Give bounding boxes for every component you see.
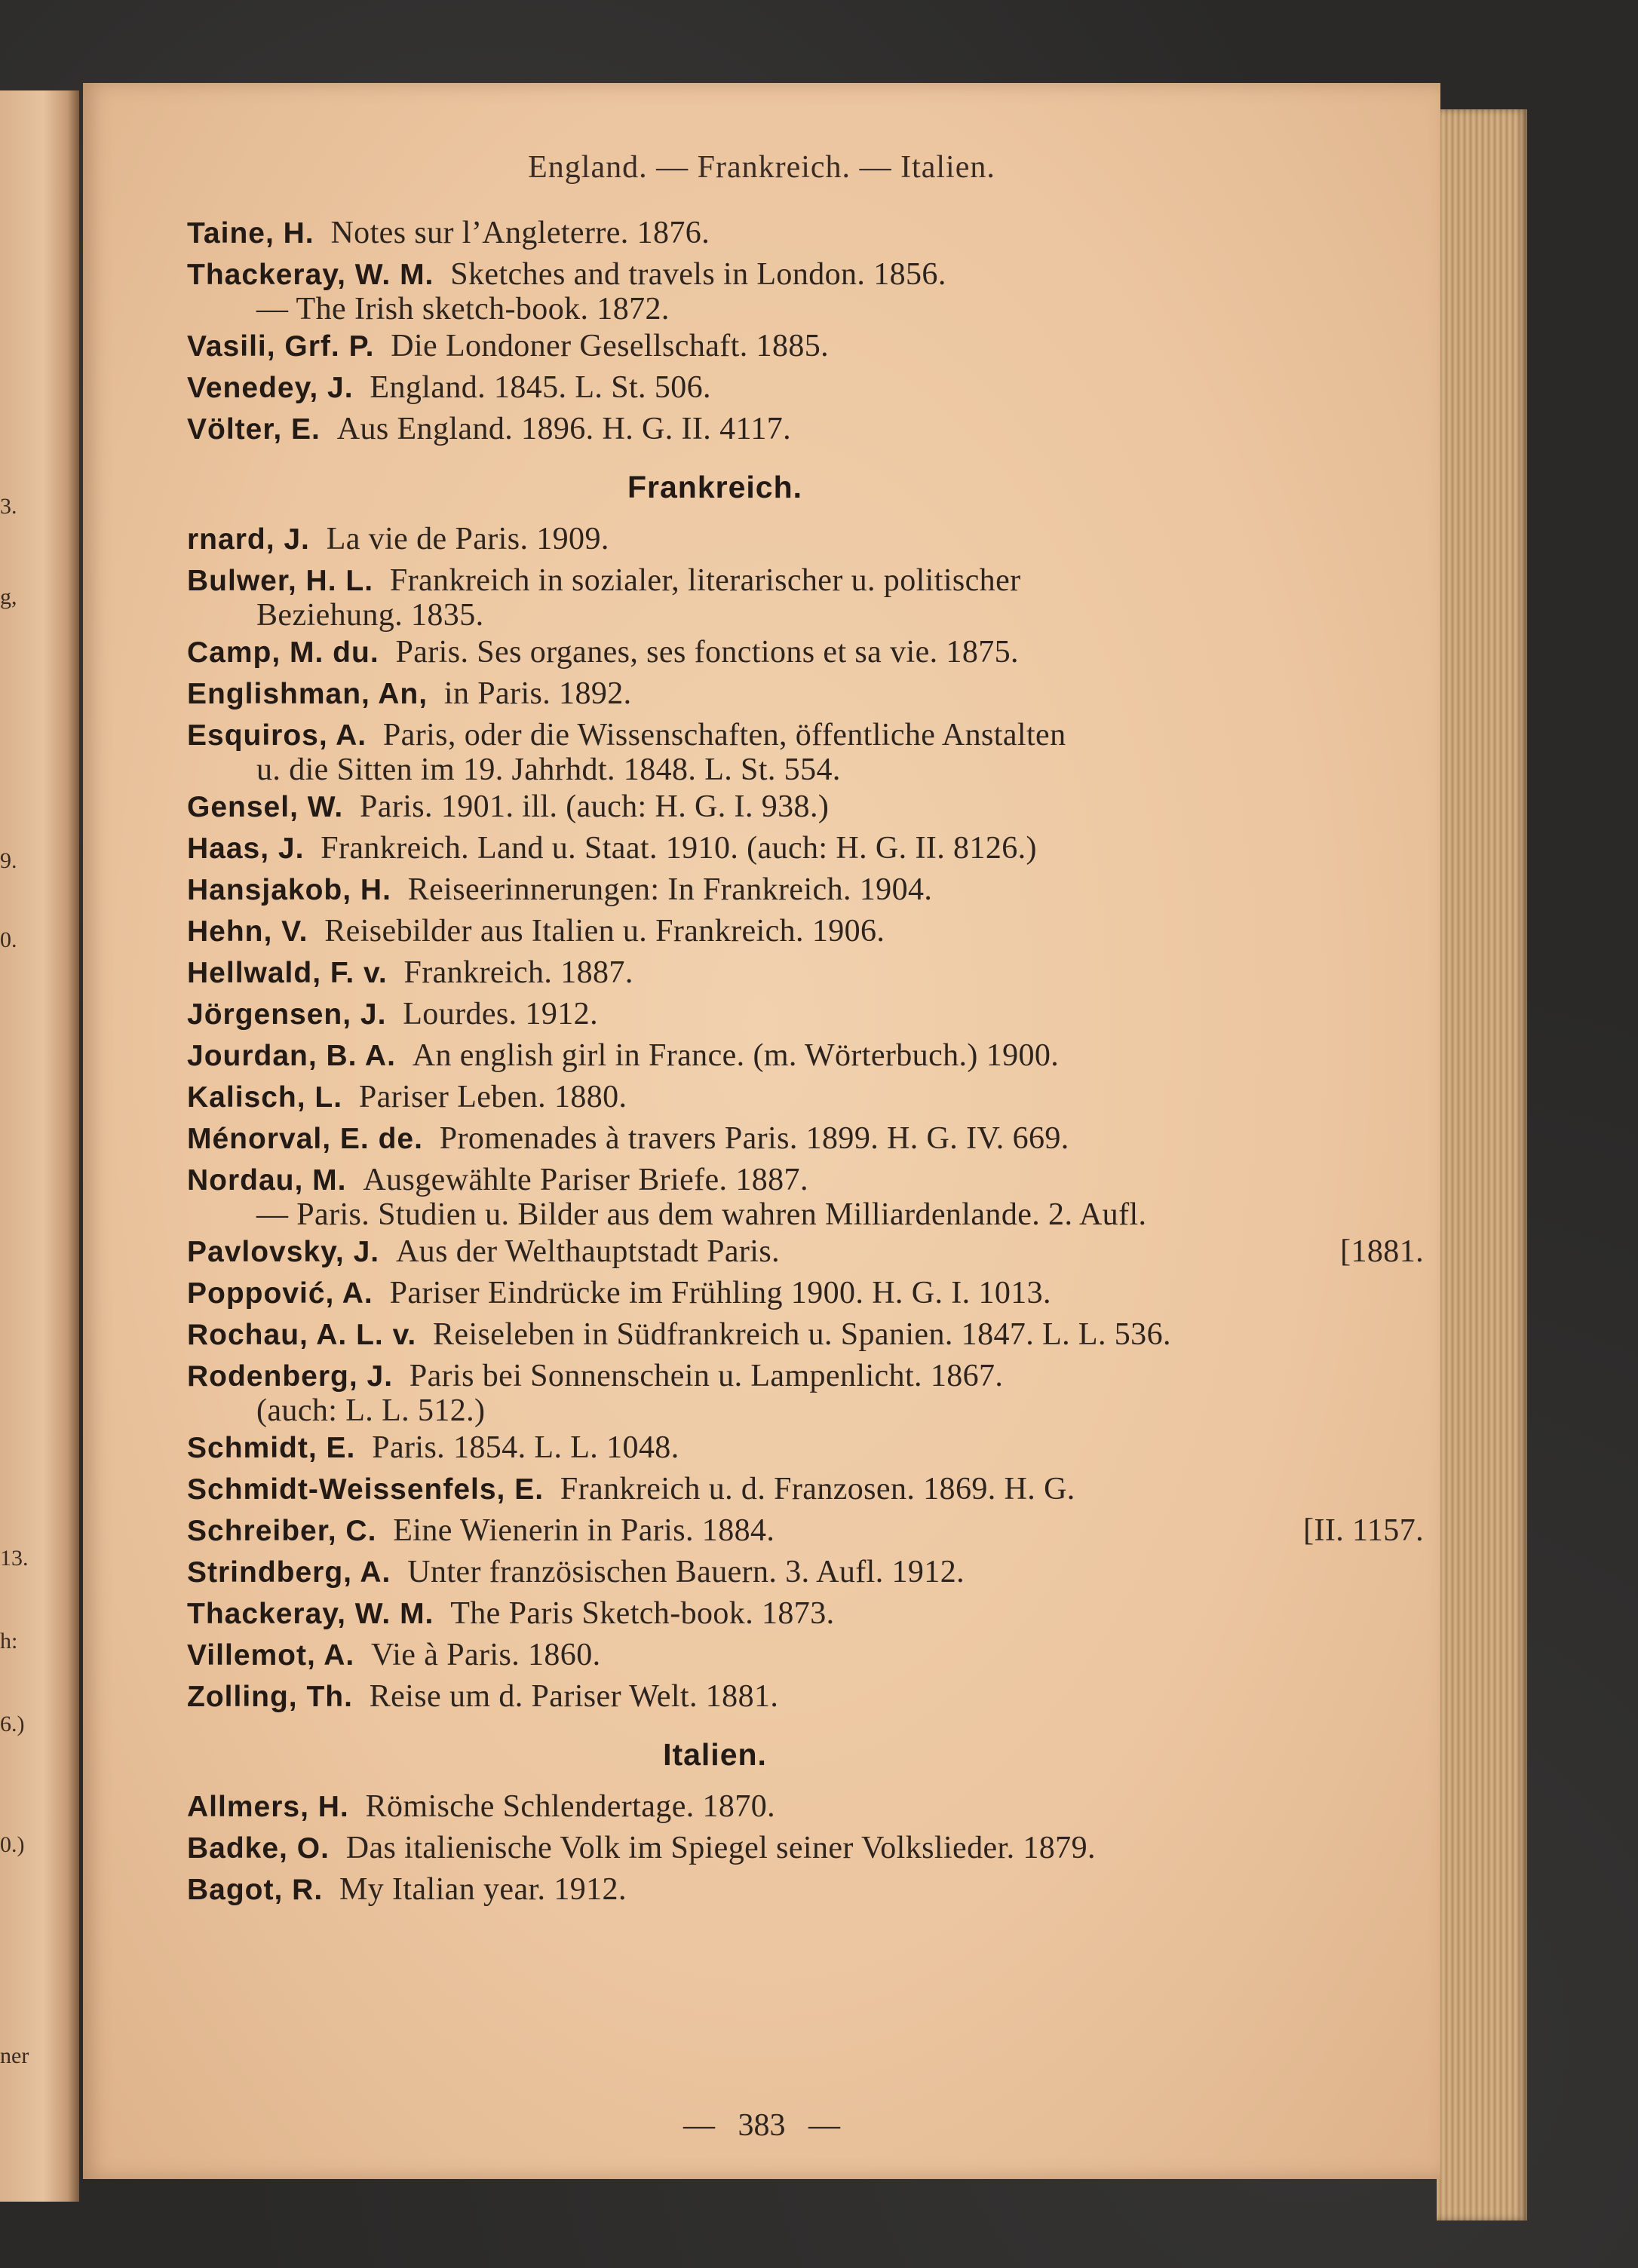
entry-title: La vie de Paris. 1909. <box>326 522 609 556</box>
bibliography-entry <box>187 1828 1424 1869</box>
bibliography-entry <box>187 213 1424 254</box>
left-page-edge <box>0 90 79 2202</box>
bibliography-entry <box>187 1035 1424 1077</box>
header-separator: — <box>656 150 689 185</box>
bibliography-entry <box>187 1510 1424 1552</box>
entry-title: An english girl in France. (m. Wörterbuch.) 1900. <box>412 1038 1060 1073</box>
left-page-fragment: h: <box>0 1629 18 1653</box>
bibliography-entry <box>187 786 1424 828</box>
bibliography-entry <box>187 994 1424 1035</box>
entry-overflow: [II. 1157. <box>1303 1513 1424 1548</box>
entry-title: Frankreich u. d. Franzosen. 1869. H. G. <box>560 1472 1075 1506</box>
left-page-fragment: 6.) <box>0 1712 25 1736</box>
author-name: Ménorval, E. de. <box>187 1123 423 1155</box>
author-name: Nordau, M. <box>187 1164 347 1197</box>
author-name: Schmidt, E. <box>187 1432 356 1464</box>
entry-title: Aus England. 1896. H. G. II. 4117. <box>336 412 792 446</box>
bibliography-entry <box>187 326 1424 367</box>
author-name: Hehn, V. <box>187 915 308 948</box>
bibliography-entry <box>187 911 1424 952</box>
author-name: Hellwald, F. v. <box>187 957 388 989</box>
author-name: Rodenberg, J. <box>187 1360 394 1393</box>
page-footer <box>83 2107 1440 2144</box>
running-header <box>83 149 1440 185</box>
author-name: Thackeray, W. M. <box>187 1598 434 1630</box>
entry-title: Vie à Paris. 1860. <box>371 1638 601 1672</box>
entry-title: Reiseerinnerungen: In Frankreich. 1904. <box>407 872 933 907</box>
author-name: Kalisch, L. <box>187 1081 343 1114</box>
entry-title: Reise um d. Pariser Welt. 1881. <box>369 1679 779 1714</box>
frankreich-section <box>187 519 1424 1718</box>
author-name: Zolling, Th. <box>187 1681 353 1713</box>
left-page-fragment: 0.) <box>0 1832 25 1857</box>
header-italien: Italien. <box>900 150 995 185</box>
bibliography-entry <box>187 1077 1424 1118</box>
bibliography-entry <box>187 869 1424 911</box>
book-page <box>83 83 1440 2179</box>
england-section <box>187 213 1424 450</box>
bibliography-entry <box>187 1635 1424 1676</box>
bibliography-entry <box>187 560 1424 602</box>
bibliography-entry <box>187 1314 1424 1356</box>
italien-section <box>187 1786 1424 1911</box>
author-name: Jourdan, B. A. <box>187 1040 396 1072</box>
left-page-fragment: g, <box>0 584 17 609</box>
author-name: Haas, J. <box>187 832 305 865</box>
bibliography-entry <box>187 1593 1424 1635</box>
bibliography-list <box>187 213 1424 1911</box>
bibliography-entry <box>187 715 1424 756</box>
entry-continuation: — The Irish sketch-book. 1872. <box>256 292 670 326</box>
entry-title: Ausgewählte Pariser Briefe. 1887. <box>363 1163 808 1197</box>
entry-title: Frankreich. 1887. <box>403 955 633 990</box>
bibliography-entry <box>187 409 1424 450</box>
bibliography-entry <box>187 1552 1424 1593</box>
section-title-italien: Italien. <box>663 1737 767 1772</box>
entry-title: Paris. 1854. L. L. 1048. <box>372 1430 679 1465</box>
bibliography-entry <box>187 828 1424 869</box>
entry-title: Paris. Ses organes, ses fonctions et sa vie. 1875. <box>395 635 1019 670</box>
author-name: Taine, H. <box>187 217 314 250</box>
entry-title: My Italian year. 1912. <box>339 1872 627 1907</box>
entry-title: Pariser Leben. 1880. <box>358 1080 627 1114</box>
author-name: Völter, E. <box>187 413 321 446</box>
entry-title: Lourdes. 1912. <box>403 997 598 1031</box>
author-name: Thackeray, W. M. <box>187 259 434 291</box>
bibliography-entry <box>187 1273 1424 1314</box>
entry-title: Die Londoner Gesellschaft. 1885. <box>391 329 830 363</box>
entry-overflow: [1881. <box>1340 1234 1424 1269</box>
author-name: Camp, M. du. <box>187 636 379 669</box>
entry-title: England. 1845. L. St. 506. <box>370 370 711 405</box>
footer-dash: — <box>808 2108 840 2143</box>
entry-title: Reiseleben in Südfrankreich u. Spanien. 1847. L. L. 536. <box>433 1317 1171 1352</box>
bibliography-entry <box>187 1160 1424 1201</box>
author-name: Villemot, A. <box>187 1639 355 1672</box>
entry-title: in Paris. 1892. <box>443 676 632 711</box>
author-name: Hansjakob, H. <box>187 874 391 906</box>
author-name: Pavlovsky, J. <box>187 1236 380 1268</box>
left-page-fragment: ner <box>0 2043 29 2068</box>
page-stack-edges <box>1437 109 1527 2220</box>
bibliography-entry <box>187 1427 1424 1469</box>
entry-title: Pariser Eindrücke im Frühling 1900. H. G. I. 1013. <box>389 1276 1051 1310</box>
author-name: Allmers, H. <box>187 1791 349 1823</box>
author-name: Bulwer, H. L. <box>187 565 374 597</box>
author-name: Rochau, A. L. v. <box>187 1319 417 1351</box>
author-name: Gensel, W. <box>187 791 344 823</box>
entry-title: Römische Schlendertage. 1870. <box>365 1789 776 1824</box>
entry-continuation: u. die Sitten im 19. Jahrhdt. 1848. L. St. 554. <box>256 752 841 787</box>
bibliography-entry <box>187 632 1424 673</box>
entry-continuation: (auch: L. L. 512.) <box>256 1393 486 1428</box>
bibliography-entry <box>187 952 1424 994</box>
entry-title: Unter französischen Bauern. 3. Aufl. 1912. <box>407 1555 965 1589</box>
left-page-fragment: 13. <box>0 1546 29 1571</box>
bibliography-entry <box>187 1869 1424 1911</box>
footer-dash: — <box>683 2108 715 2143</box>
entry-title: Promenades à travers Paris. 1899. H. G. IV. 669. <box>439 1121 1069 1156</box>
entry-title: The Paris Sketch-book. 1873. <box>450 1596 835 1631</box>
section-title-frankreich: Frankreich. <box>627 470 803 504</box>
author-name: Esquiros, A. <box>187 719 367 752</box>
bibliography-entry <box>187 519 1424 560</box>
entry-title: Das italienische Volk im Spiegel seiner Volkslieder. 1879. <box>345 1831 1096 1865</box>
author-name: Vasili, Grf. P. <box>187 330 375 363</box>
entry-title: Paris. 1901. ill. (auch: H. G. I. 938.) <box>360 789 830 824</box>
left-page-fragment: 9. <box>0 848 17 873</box>
author-name: Bagot, R. <box>187 1874 324 1906</box>
page-number: 383 <box>738 2108 786 2143</box>
header-england: England. <box>528 150 648 185</box>
header-frankreich: Frankreich. <box>697 150 851 185</box>
bibliography-entry <box>187 254 1424 296</box>
author-name: rnard, J. <box>187 523 310 556</box>
author-name: Venedey, J. <box>187 372 354 404</box>
entry-title: Paris bei Sonnenschein u. Lampenlicht. 1867. <box>409 1359 1004 1393</box>
entry-title: Reisebilder aus Italien u. Frankreich. 1906. <box>324 914 885 949</box>
bibliography-entry <box>187 1469 1424 1510</box>
bibliography-entry <box>187 1118 1424 1160</box>
entry-continuation: Beziehung. 1835. <box>256 598 484 633</box>
author-name: Poppović, A. <box>187 1277 373 1310</box>
bibliography-entry <box>187 1356 1424 1397</box>
author-name: Jörgensen, J. <box>187 998 387 1031</box>
entry-continuation: — Paris. Studien u. Bilder aus dem wahren Milliardenlande. 2. Aufl. <box>256 1197 1147 1232</box>
bibliography-entry <box>187 1231 1424 1273</box>
entry-title: Eine Wienerin in Paris. 1884. <box>393 1513 775 1548</box>
author-name: Strindberg, A. <box>187 1556 391 1589</box>
left-page-fragment: 0. <box>0 927 17 952</box>
author-name: Schreiber, C. <box>187 1515 377 1547</box>
bibliography-entry <box>187 1676 1424 1718</box>
author-name: Badke, O. <box>187 1832 330 1865</box>
entry-title: Aus der Welthauptstadt Paris. <box>395 1234 780 1269</box>
entry-title: Frankreich in sozialer, literarischer u. politischer <box>389 563 1021 598</box>
left-page-fragment: 3. <box>0 494 17 519</box>
bibliography-entry <box>187 1786 1424 1828</box>
header-separator: — <box>859 150 892 185</box>
bibliography-entry <box>187 367 1424 409</box>
entry-title: Paris, oder die Wissenschaften, öffentliche Anstalten <box>382 718 1066 752</box>
entry-title: Notes sur l’Angleterre. 1876. <box>330 216 710 250</box>
entry-title: Frankreich. Land u. Staat. 1910. (auch: H. G. II. 8126.) <box>321 831 1037 866</box>
entry-title: Sketches and travels in London. 1856. <box>450 257 946 292</box>
author-name: Schmidt-Weissenfels, E. <box>187 1473 544 1506</box>
bibliography-entry <box>187 673 1424 715</box>
author-name: Englishman, An, <box>187 678 428 710</box>
